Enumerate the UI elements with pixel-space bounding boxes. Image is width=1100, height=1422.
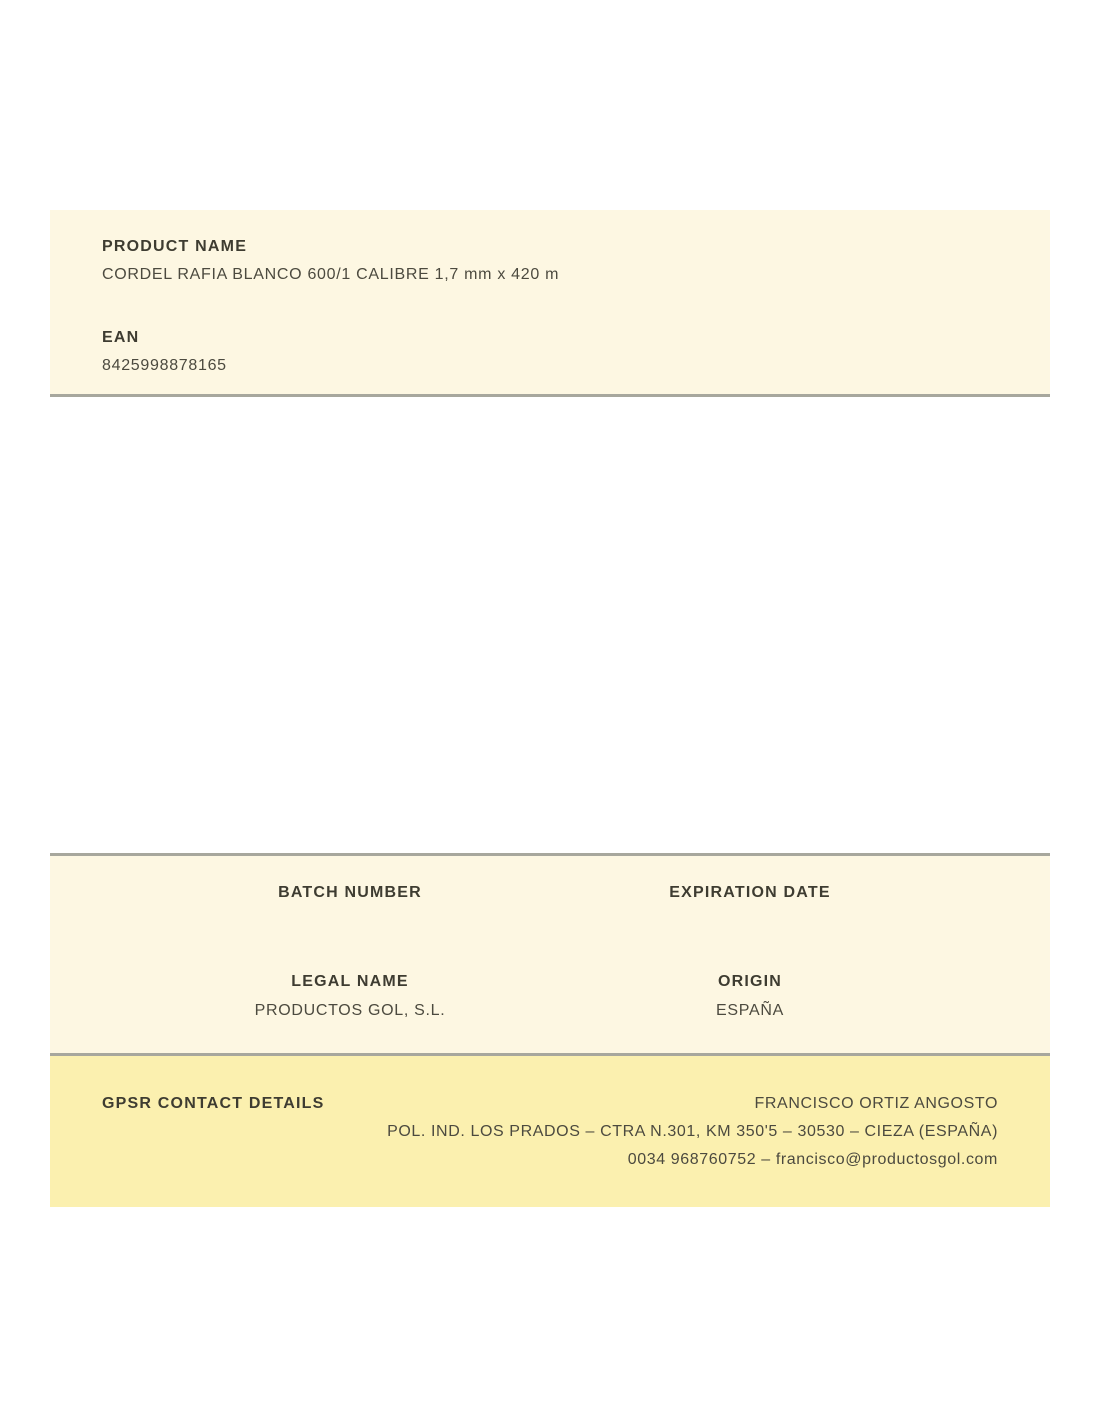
legal-name-label: LEGAL NAME — [291, 973, 409, 990]
origin-field — [550, 972, 950, 1021]
batch-expiration-row — [150, 883, 950, 903]
product-info-section — [50, 210, 1050, 397]
product-name-label: PRODUCT NAME — [102, 238, 248, 255]
gpsr-contact-address: POL. IND. LOS PRADOS – CTRA N.301, KM 350'5 – 30530 – CIEZA (ESPAÑA) — [387, 1123, 998, 1140]
gpsr-contact-label: GPSR CONTACT DETAILS — [102, 1095, 325, 1112]
batch-legal-section — [50, 853, 1050, 1056]
batch-number-field — [150, 883, 550, 903]
ean-label: EAN — [102, 329, 140, 346]
gpsr-contact-name: FRANCISCO ORTIZ ANGOSTO — [754, 1095, 998, 1112]
expiration-date-label: EXPIRATION DATE — [669, 884, 831, 901]
gpsr-contact-block — [387, 1090, 998, 1174]
legal-name-value: PRODUCTOS GOL, S.L. — [254, 1002, 446, 1019]
ean-field — [102, 328, 998, 376]
legal-origin-row — [150, 972, 950, 1021]
origin-label: ORIGIN — [717, 973, 783, 990]
ean-value: 8425998878165 — [102, 357, 227, 374]
gpsr-contact-section — [50, 1056, 1050, 1207]
batch-number-label: BATCH NUMBER — [278, 884, 422, 901]
product-name-value: CORDEL RAFIA BLANCO 600/1 CALIBRE 1,7 mm x 420 m — [102, 266, 560, 283]
legal-name-field — [150, 972, 550, 1021]
gpsr-contact-phone-email: 0034 968760752 – francisco@productosgol.com — [627, 1151, 998, 1168]
product-name-field — [102, 237, 998, 285]
expiration-date-field — [550, 883, 950, 903]
origin-value: ESPAÑA — [716, 1002, 784, 1019]
